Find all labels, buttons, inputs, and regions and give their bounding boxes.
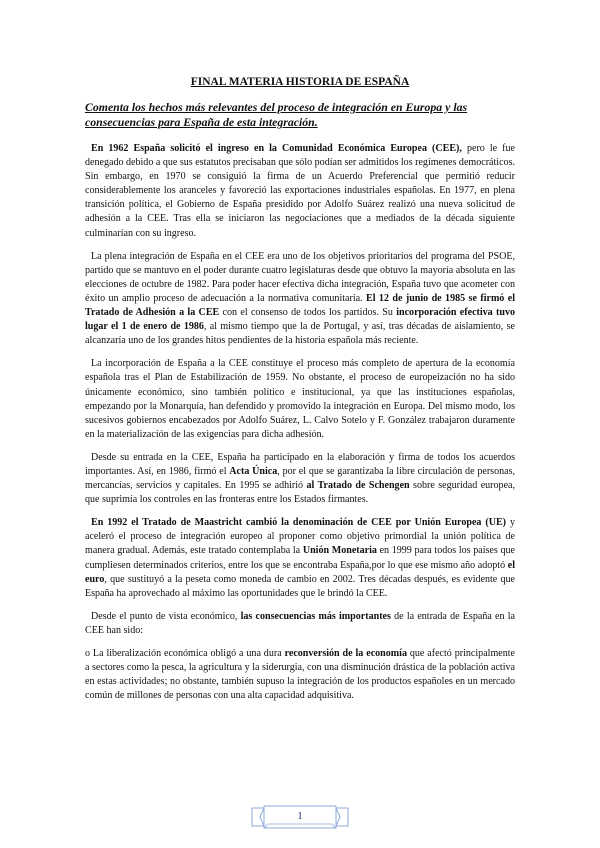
bold-text: incorporación efectiva tuvo lugar el 1 de enero de 1986 xyxy=(85,307,516,333)
body-text: que afectó principalmente a sectores como la pesca, la agricultura y la siderurgia, con una disminución drástica de la población activa en estas actividades; no obstante, también supuso la integración de los productos españoles en un mercado común de millones de personas con una alta capacidad adquisitiva. xyxy=(85,648,515,702)
body-text: de la entrada de España en la CEE han sido: xyxy=(85,610,515,636)
page-footer xyxy=(250,804,350,830)
bold-text: Acta Única xyxy=(229,465,278,477)
page-number: 1 xyxy=(297,810,303,822)
body-text: en 1999 para todos los países que cumpliesen determinados criterios, entre los que se encontraba España,por lo que ese mismo año adoptó xyxy=(85,545,515,571)
paragraph-5 xyxy=(85,516,515,601)
body-text: La incorporación de España a la CEE constituye el proceso más completo de apertura de la economía española tras el Plan de Estabilización de 1959. No obstante, el proceso de europeización no ha sido únicamente económico, sino también político e institucional, ya que las instituciones españolas, empezando por la Monarquía, han defendido y promovido la integración en Europa. Del mismo modo, los sucesivos gobiernos encabezados por Adolfo Suárez, L. Calvo Sotelo y F. González trabajaron duramente en la materialización de las exigencias para dicha adhesión. xyxy=(85,358,515,440)
body-text: y aceleró el proceso de integración europeo al proponer como objetivo primordial la unión política de manera gradual. Además, este tratado contemplaba la xyxy=(85,517,515,557)
bold-text: Unión Monetaria xyxy=(302,545,377,557)
body-text: La plena integración de España en el CEE era uno de los objetivos prioritarios del programa del PSOE, partido que se mantuvo en el poder durante cuatro legislaturas desde que obtuvo la mayoría absoluta en las elecciones de octubre de 1982. Para poder hacer efectiva dicha integración, España tuvo que acometer con éxito un amplio proceso de adecuación a la normativa comunitaria. xyxy=(85,250,515,304)
paragraph-6 xyxy=(85,610,515,638)
bullet-paragraph xyxy=(85,647,515,703)
document-body xyxy=(85,142,515,712)
body-text: Desde su entrada en la CEE, España ha participado en la elaboración y firma de todos los acuerdos importantes. Así, en 1986, firmó el xyxy=(85,451,515,477)
body-text: , por el que se garantizaba la libre circulación de personas, mercancías, servicios y capitales. En 1995 se adhirió xyxy=(85,465,515,492)
body-text: o La liberalización económica obligó a una dura xyxy=(85,648,285,659)
body-text: , al mismo tiempo que la de Portugal, y así, tras décadas de aislamiento, se alcanzaría uno de los grandes hitos pendientes de la historia española más reciente. xyxy=(85,321,516,347)
paragraph-2 xyxy=(85,250,515,349)
body-text: con el consenso de todos los partidos. Su xyxy=(219,307,397,319)
bold-text: reconversión de la economía xyxy=(284,648,407,659)
body-text: sobre seguridad europea, que suprimía los controles en las fronteras entre los Estados firmantes. xyxy=(85,480,516,506)
body-text: pero le fue denegado debido a que sus estatutos precisaban que sólo podían ser admitidos los regímenes democráticos. Sin embargo, en 1970 se consiguió la firma de un Acuerdo Preferencial que permitió reducir considerablemente los aranceles y favoreció las exportaciones industriales españolas. En 1977, en plena transición política, el Gobierno de España presidido por Adolfo Suárez realizó una nueva solicitud de adhesión a la CEE. Tras ella se iniciaron las negociaciones que a mediados de la década siguiente culminarían con su ingreso. xyxy=(85,143,515,239)
essay-question: Comenta los hechos más relevantes del proceso de integración en Europa y las consecuencias para España de esta integración. xyxy=(85,100,468,129)
bold-text: las consecuencias más importantes xyxy=(240,610,391,622)
bold-text: el euro xyxy=(85,559,515,585)
body-text: Desde el punto de vista económico, xyxy=(91,610,241,622)
bold-text: En 1962 España solicitó el ingreso en la Comunidad Económica Europea (CEE), xyxy=(91,143,462,154)
bold-text: El 12 de junio de 1985 se firmó el Tratado de Adhesión a la CEE xyxy=(85,292,515,319)
paragraph-3 xyxy=(85,357,515,442)
bold-text: En 1992 el Tratado de Maastricht cambió la denominación de CEE por Unión Europea (UE) xyxy=(91,517,507,529)
paragraph-1 xyxy=(85,142,515,241)
paragraph-4 xyxy=(85,451,515,507)
bold-text: al Tratado de Schengen xyxy=(306,480,410,492)
document-title: FINAL MATERIA HISTORIA DE ESPAÑA xyxy=(190,76,410,88)
body-text: , que sustituyó a la peseta como moneda de cambio en 2002. Tres décadas después, es evidente que España ha aprovechado al máximo las oportunidades que le brindó la CEE. xyxy=(85,573,515,599)
